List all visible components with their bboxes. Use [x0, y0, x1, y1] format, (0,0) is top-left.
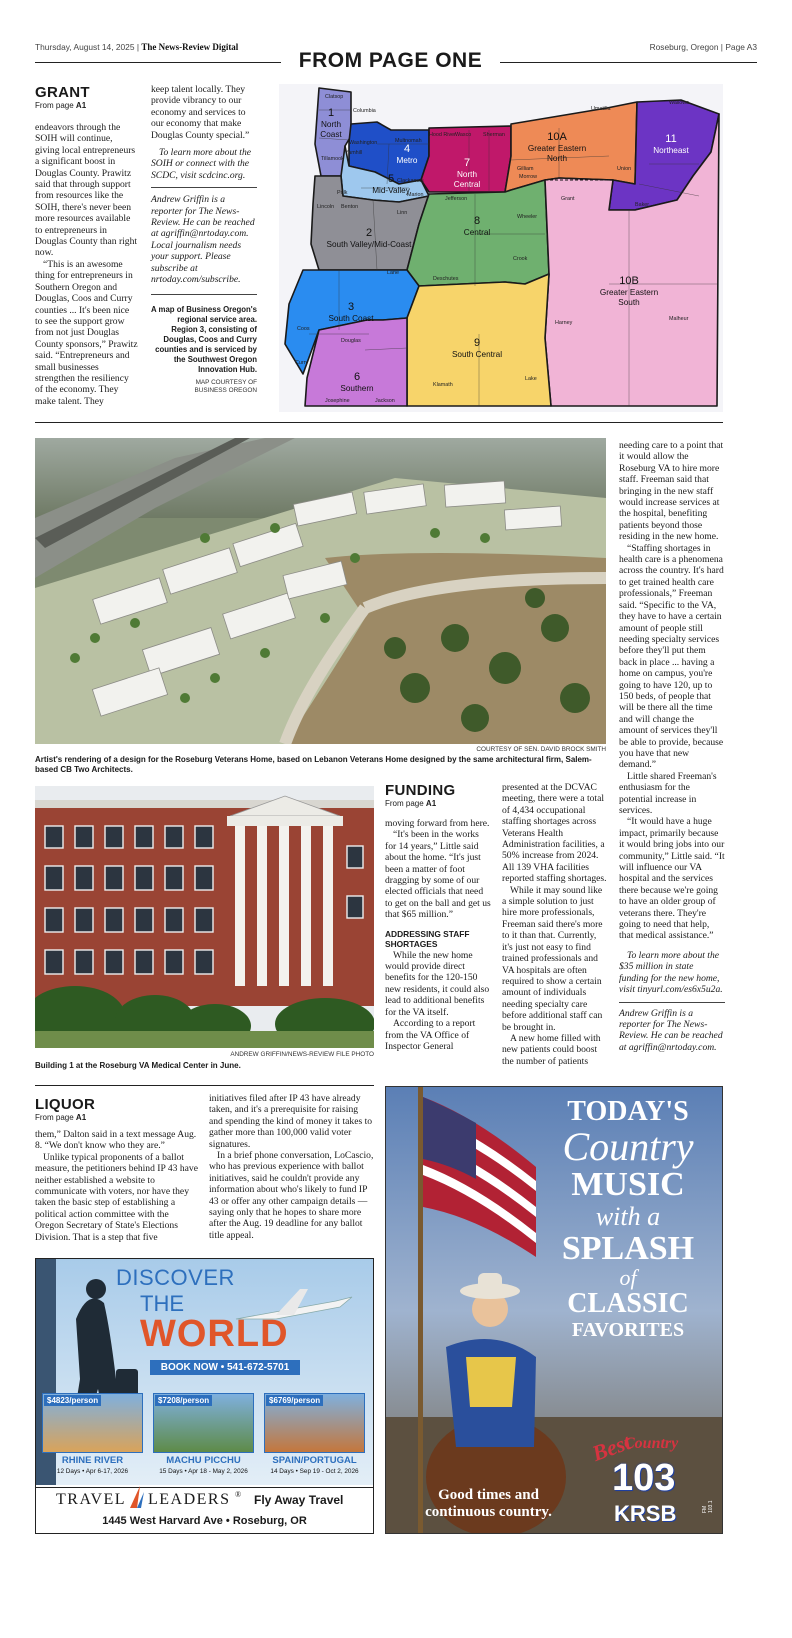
section-rule-right	[500, 62, 757, 63]
map-county-label: Linn	[397, 210, 408, 216]
map-county-label: Columbia	[353, 108, 376, 114]
funding-from-page: From page A1	[385, 799, 437, 808]
map-region-number: 1	[327, 107, 335, 119]
map-county-label: Yamhill	[345, 150, 363, 156]
map-region-name: Central	[463, 228, 491, 237]
map-region-name: Greater Eastern	[599, 288, 659, 297]
map-region-name: Mid-Valley	[372, 186, 410, 195]
map-county-label: Clackamas	[397, 178, 424, 184]
map-region-number: 5	[387, 173, 395, 185]
map-county-label: Hood River	[429, 132, 456, 138]
grant-col1: endeavors through the SOIH will continue, giving local entrepreneurs a significant boost in Douglas County. Prawitz said that through support from resources like the SOIH, there's never been more resources available to entrepreneurs in Douglas County than right now. “This is an awesome thing for entrepreneurs in Southern Oregon and Douglas, Coos and Curry counties ... It's been nice to see the support grow from not just Douglas County sponsors,” Prawitz said. “Entrepreneurs and small businesses strengthen the resiliency of the economy. They make talent. They	[35, 122, 138, 407]
masthead-location: Roseburg, Oregon | Page A3	[649, 42, 757, 52]
krsb-radio-ad[interactable]	[385, 1086, 723, 1534]
map-region-number: 2	[365, 227, 373, 239]
section-rule-left	[35, 62, 281, 63]
map-county-label: Morrow	[519, 174, 537, 180]
page-number: Page A3	[725, 42, 757, 52]
vets-photo-caption: Artist's rendering of a design for the Roseburg Veterans Home, based on Lebanon Veterans Home designed by the same architectural firm, Salem-based CB Two Architects.	[35, 755, 592, 774]
map-region-number: 4	[403, 143, 411, 155]
map-county-label: Lincoln	[317, 204, 335, 210]
map-county-label: Clatsop	[325, 94, 344, 100]
map-county-label: Douglas	[341, 338, 361, 344]
tour-price: $4823/person	[44, 1395, 101, 1406]
map-region-number: 11	[665, 133, 677, 145]
map-region-name: North	[546, 154, 568, 163]
map-region-name: Northeast	[653, 146, 689, 155]
section-title: FROM PAGE ONE	[298, 49, 483, 72]
tour-price: $6769/person	[266, 1395, 323, 1406]
map-county-label: Marion	[407, 192, 424, 198]
map-county-label: Union	[617, 166, 632, 172]
map-county-label: Coos	[297, 326, 310, 332]
map-county-label: Lane	[387, 270, 399, 276]
building-one-photo	[35, 786, 374, 1048]
map-region-number: 10A	[547, 131, 567, 143]
tour-name: RHINE RIVER	[61, 1455, 124, 1466]
travel-world: WORLD	[140, 1313, 289, 1355]
travel-discover: DISCOVER	[116, 1265, 235, 1290]
grant-bottom-rule	[35, 422, 723, 423]
map-caption: A map of Business Oregon's regional service area. Region 3, consisting of Douglas, Coos and Curry counties and is serviced by the Southwest Oregon Innovation Hub.	[151, 304, 257, 374]
map-region-name: Southern	[340, 384, 374, 393]
masthead-date: Thursday, August 14, 2025 | The News-Review Digital	[35, 42, 239, 52]
grant-bio: Andrew Griffin is a reporter for The News-Review. He can be reached at agriffin@nrtoday.com. Local journalism needs your support. Please subscribe at nrtoday.com/subscribe.	[151, 194, 255, 286]
map-county-label: Benton	[341, 204, 359, 210]
grant-headline: GRANT	[35, 84, 90, 101]
map-county-label: Polk	[337, 190, 348, 196]
map-region-name: South Valley/Mid-Coast	[326, 240, 412, 249]
map-county-label: Multnomah	[395, 138, 422, 144]
travel-brand-left: TRAVEL	[56, 1491, 127, 1508]
liquor-headline: LIQUOR	[35, 1096, 96, 1113]
map-region-name: Coast	[320, 130, 342, 139]
map-region-name: South Coast	[328, 314, 374, 323]
tour-cards	[42, 1393, 367, 1483]
travel-brand-right: LEADERS	[148, 1491, 231, 1508]
map-region-name: Central	[453, 180, 481, 189]
map-county-label: Deschutes	[433, 276, 459, 282]
map-region-number: 7	[463, 157, 471, 169]
tour-card[interactable]	[153, 1393, 254, 1483]
travel-the: THE	[140, 1291, 184, 1316]
radio-tagline: Good times and continuous country.	[425, 1487, 552, 1520]
tour-dates: 14 Days • Sep 19 - Oct 2, 2026	[270, 1468, 359, 1475]
map-region-number: 3	[347, 301, 355, 313]
tour-card[interactable]	[264, 1393, 365, 1483]
travel-agency: Fly Away Travel	[254, 1493, 344, 1507]
grant-from-page: From page A1	[35, 101, 87, 110]
travel-brand-row: TRAVEL LEADERS ® Fly Away Travel	[36, 1487, 373, 1511]
map-credit: MAP COURTESY OF BUSINESS OREGON	[194, 378, 257, 394]
map-region-name: South Central	[451, 350, 503, 359]
map-county-label: Lake	[525, 376, 537, 382]
map-region-name: Metro	[396, 156, 418, 165]
map-region-name: North	[456, 170, 478, 179]
map-region-number: 10B	[619, 275, 639, 287]
map-county-label: Crook	[513, 256, 528, 262]
funding-article	[385, 782, 495, 814]
map-region-number: 8	[473, 215, 481, 227]
liquor-from-page: From page A1	[35, 1113, 87, 1122]
map-county-label: Wasco	[455, 132, 472, 138]
vets-home-rendering	[35, 438, 606, 744]
paper-name: The News-Review Digital	[141, 42, 239, 52]
travel-address: 1445 West Harvard Ave • Roseburg, OR	[102, 1515, 307, 1527]
map-county-label: Tillamook	[321, 156, 344, 162]
map-county-label: Jefferson	[445, 196, 468, 202]
vets-photo-credit: COURTESY OF SEN. DAVID BROCK SMITH	[476, 746, 606, 753]
map-county-label: Harney	[555, 320, 573, 326]
liquor-article	[35, 1096, 185, 1128]
travel-leaders-logo-icon	[128, 1486, 146, 1508]
liquor-col2: initiatives filed after IP 43 have already taken, and it's a prerequisite for raising and spending the kind of money it takes to gather more than 100,000 valid voter signatures. In a brief phone conversation, LoCascio, who has previous experience with ballot initiatives, said he couldn't provide any information about who's likely to fund IP 43 or offer any other campaign details — saying only that he hopes to share more after the Aug. 19 deadline for any ballot title appeal.	[209, 1093, 374, 1241]
oregon-regions-map	[279, 84, 723, 412]
funding-learn-more: To learn more about the $35 million in state funding for the new home, visit tinyurl.com/es6x5u2a.	[619, 949, 723, 996]
tour-card[interactable]	[42, 1393, 143, 1483]
funding-headline: FUNDING	[385, 782, 456, 799]
funding-bottom-rule	[35, 1085, 374, 1086]
tour-price: $7208/person	[155, 1395, 212, 1406]
map-county-label: Josephine	[325, 398, 350, 404]
map-county-label: Washington	[349, 140, 378, 146]
map-county-label: Sherman	[483, 132, 505, 138]
building-photo-credit: ANDREW GRIFFIN/NEWS-REVIEW FILE PHOTO	[230, 1051, 374, 1058]
map-county-label: Klamath	[433, 382, 453, 388]
funding-col1: moving forward from here. “It's been in the works for 14 years,” Little said about the home. “It's just been a matter of foot dragging by some of our elected officials that need to get on the ball and get us that $65 million.” ADDRESSING STAFF SHORTAGES While the new home would provide direct benefits for the 120-150 new residents, it could also lead to additional benefits for the VA itself. According to a report from the VA Office of Inspector General	[385, 818, 491, 1052]
tour-dates: 15 Days • Apr 18 - May 2, 2026	[159, 1468, 248, 1475]
map-county-label: Grant	[561, 196, 575, 202]
book-now-button[interactable]: BOOK NOW • 541-672-5701	[150, 1360, 300, 1375]
map-region-name: South	[618, 298, 640, 307]
liquor-col1: them,” Dalton said in a text message Aug. 8. “We don't know who they are.” Unlike typical proponents of a ballot measure, the petitioners behind IP 43 have neither established a website to communicate with voters, nor have they taken the basic step of establishing a political action committee with the Oregon Secretary of State's Elections Division. That is a step that five	[35, 1129, 198, 1243]
funding-subhead: ADDRESSING STAFF SHORTAGES	[385, 928, 470, 949]
map-county-label: Baker	[635, 202, 650, 208]
map-region-name: North	[320, 120, 342, 129]
date-text: Thursday, August 14, 2025	[35, 42, 135, 52]
map-county-label: Wheeler	[517, 214, 538, 220]
map-county-label: Curry	[295, 360, 309, 366]
flag-pole	[418, 1087, 423, 1534]
funding-bio: Andrew Griffin is a reporter for The News-Review. He can be reached at agriffin@nrtoday.com.	[619, 1007, 723, 1053]
map-county-label: Gilliam	[517, 166, 534, 172]
map-region-number: 6	[353, 371, 361, 383]
map-county-label: Malheur	[669, 316, 689, 322]
funding-col3: needing care to a point that it would allow the Roseburg VA to hire more staff. Freeman said that bringing in the new staff would increase services at the hospital, benefiting patients beyond those residing in the new home. “Staffing shortages in health care is a phenomena across the country. It's hard to get trained health care professionals,” Freeman said. “Specific to the VA, they have to have a certain amount of people still needing specialty services before they'll put them back in place ... having a home on campus, you're going to have 120, up to 150 beds, of people that will be there all the time and will change the amount of services they'll be able to provide, because you have that new demand.” Little shared Freeman's enthusiasm for the potential increase in services. “It would have a huge impact, primarily because it would bring jobs into our community,” Little said. “It will influence our VA hospital and the services there because we're going to have an older group of veterans there. They're going to need that help, that medical assistance.” To learn more about the $35 million in state funding for the new home, visit tinyurl.com/es6x5u2a. Andrew Griffin is a reporter for The News-Review. He can be reached at agriffin@nrtoday.com.	[619, 440, 725, 1053]
tour-dates: 12 Days • Apr 6-17, 2026	[56, 1468, 129, 1475]
map-region-name: Greater Eastern	[527, 144, 587, 153]
krsb-logo: Best Country 103 KRSB FM 103.1	[588, 1429, 714, 1526]
travel-leaders-ad[interactable]	[35, 1258, 374, 1534]
map-region-number: 9	[473, 337, 481, 349]
tour-name: SPAIN/PORTUGAL	[272, 1455, 357, 1466]
map-county-label: Umatilla	[591, 106, 611, 112]
building-photo-caption: Building 1 at the Roseburg VA Medical Center in June.	[35, 1061, 241, 1070]
funding-col2: presented at the DCVAC meeting, there were a total of 4,434 occupational staffing shortages across Veterans Health Administration facilities, a 50% increase from 2024. All 139 VHA facilities reported staffing shortages. While it may sound like a simple solution to just hire more professionals, Freeman said there's more to it than that. Currently, it's just not easy to find trained professionals and VA hospitals are often required to show a certain amount of individuals needing specialty care before additional staff can be brought in. A new home filled with new patients could boost the number of patients	[502, 782, 607, 1067]
tour-name: MACHU PICCHU	[166, 1455, 241, 1466]
grant-col2: keep talent locally. They provide vibrancy to our economy and services to our economy that make Douglas County special.” To learn more about the SOIH or connect with the SCDC, visit scdcinc.org. Andrew Griffin is a reporter for The News-Review. He can be reached at agriffin@nrtoday.com. Local journalism needs your support. Please subscribe at nrtoday.com/subscribe. A map of Business Oregon's regional service area. Region 3, consisting of Douglas, Coos and Curry counties and is serviced by the Southwest Oregon Innovation Hub. MAP COURTESY OF BUSINESS OREGON	[151, 84, 257, 394]
map-county-label: Wallowa	[669, 100, 690, 106]
map-county-label: Jackson	[375, 398, 395, 404]
radio-headline: TODAY'S Country MUSIC with a SPLASH of CLASSIC FAVORITES	[561, 1096, 695, 1341]
